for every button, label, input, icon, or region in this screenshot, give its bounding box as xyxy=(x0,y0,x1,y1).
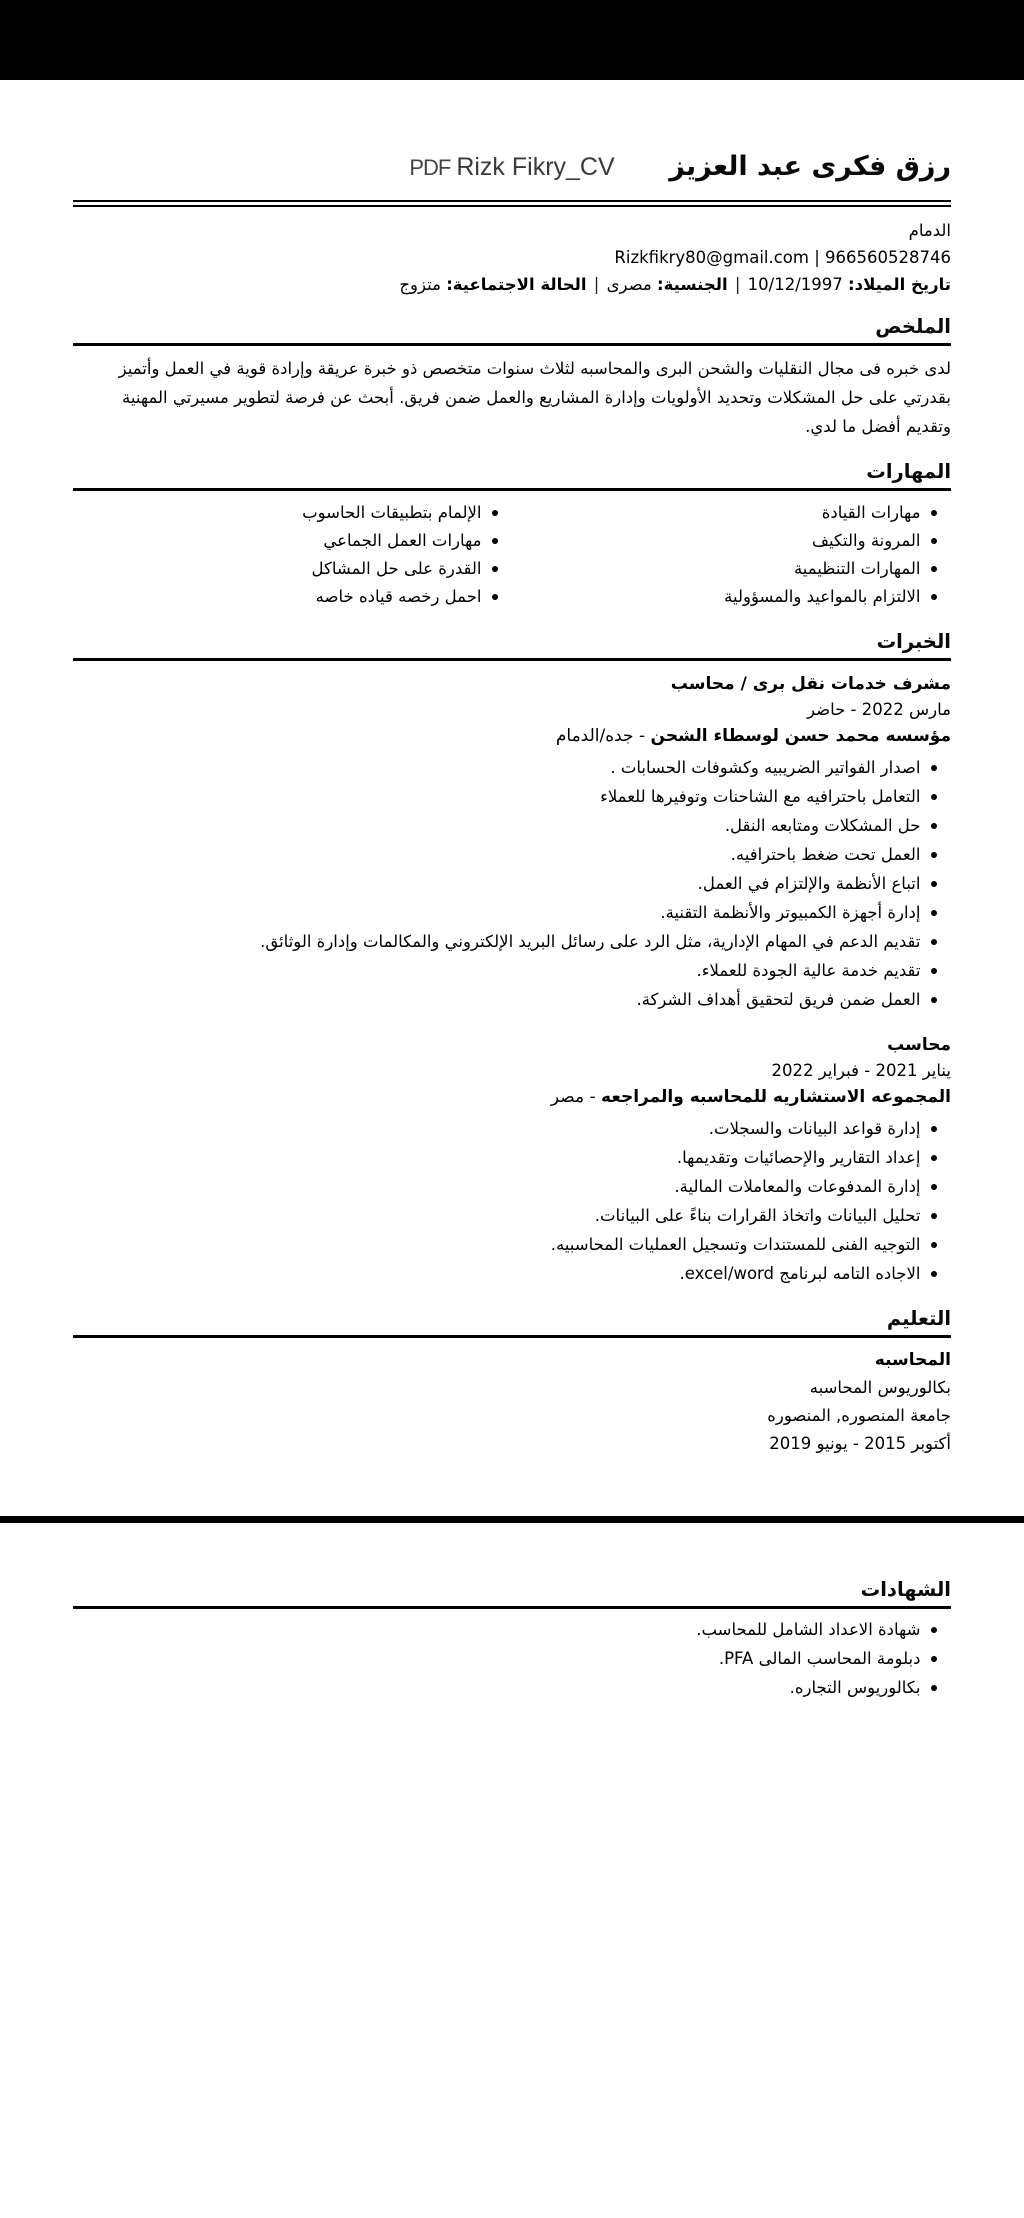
bullet-dot xyxy=(931,510,938,517)
certificate-text: بكالوريوس التجاره. xyxy=(789,1678,921,1697)
job-bullet-text: إعداد التقارير والإحصائيات وتقديمها. xyxy=(676,1148,921,1167)
job-bullet-item xyxy=(73,985,937,1014)
bullet-dot xyxy=(931,997,938,1004)
education-degree: بكالوريوس المحاسبه xyxy=(809,1378,951,1397)
bullet-dot xyxy=(492,566,499,573)
job-bullet-item xyxy=(73,1114,937,1143)
skill-item xyxy=(512,555,937,583)
bullet-dot xyxy=(931,538,938,545)
job-bullet-item xyxy=(73,753,937,782)
experience-title: الخبرات xyxy=(73,631,951,661)
job-company-line xyxy=(73,723,951,749)
job-company-line xyxy=(73,1084,951,1110)
section-summary xyxy=(73,316,951,441)
job-bullet-text: الاجاده التامه لبرنامج excel/word. xyxy=(679,1264,921,1283)
job-bullet-item xyxy=(73,869,937,898)
bullet-dot xyxy=(931,881,938,888)
bullet-dot xyxy=(492,510,499,517)
skill-item xyxy=(512,527,937,555)
education-field: المحاسبه xyxy=(874,1350,951,1370)
job-bullet-text: تحليل البيانات واتخاذ القرارات بناءً على البيانات. xyxy=(594,1206,921,1225)
bullet-dot xyxy=(931,1271,938,1278)
bullet-dot xyxy=(931,1213,938,1220)
skill-label: المرونة والتكيف xyxy=(811,531,921,550)
job-bullet-text: العمل ضمن فريق لتحقيق أهداف الشركة. xyxy=(636,990,921,1009)
job-bullets xyxy=(73,753,951,1014)
nationality-label: الجنسية: xyxy=(657,275,728,294)
section-certificates xyxy=(73,1579,951,1702)
job-bullet-item xyxy=(73,1230,937,1259)
skill-label: القدرة على حل المشاكل xyxy=(311,559,482,578)
job-bullet-text: العمل تحت ضغط باحترافيه. xyxy=(730,845,921,864)
skills-column-left xyxy=(73,499,512,611)
certificate-item xyxy=(73,1644,937,1673)
certificate-text: شهادة الاعداد الشامل للمحاسب. xyxy=(696,1620,921,1639)
certificate-item xyxy=(73,1615,937,1644)
job-bullet-text: حل المشكلات ومتابعه النقل. xyxy=(724,816,921,835)
cv-document xyxy=(0,80,1024,1458)
bullet-dot xyxy=(931,794,938,801)
dob-value: 10/12/1997 xyxy=(747,275,843,294)
skills-title: المهارات xyxy=(73,461,951,491)
company-location: - جده/الدمام xyxy=(555,726,646,746)
job-dates: يناير 2021 - فبراير 2022 xyxy=(771,1061,951,1080)
skill-label: مهارات العمل الجماعي xyxy=(323,531,482,550)
job-bullet-item xyxy=(73,811,937,840)
bullet-dot xyxy=(931,910,938,917)
job-bullets xyxy=(73,1114,951,1288)
bullet-dot xyxy=(931,566,938,573)
skills-columns xyxy=(73,499,951,611)
bullet-dot xyxy=(931,1627,938,1634)
skill-item xyxy=(73,583,498,611)
bullet-dot xyxy=(931,968,938,975)
job-bullet-text: إدارة قواعد البيانات والسجلات. xyxy=(708,1119,921,1138)
certificate-text: دبلومة المحاسب المالى PFA. xyxy=(718,1649,921,1668)
job-bullet-text: اصدار الفواتير الضريبيه وكشوفات الحسابات . xyxy=(610,758,921,777)
dob-label: تاريخ الميلاد: xyxy=(848,275,951,294)
section-skills xyxy=(73,461,951,611)
section-education xyxy=(73,1308,951,1458)
file-name: Rizk Fikry_CV xyxy=(456,153,615,181)
cv-document-page-2 xyxy=(0,1579,1024,1702)
bullet-dot xyxy=(931,852,938,859)
file-type-label: PDF xyxy=(409,155,451,180)
job-role: مشرف خدمات نقل برى / محاسب xyxy=(670,674,951,694)
job-bullet-text: تقديم خدمة عالية الجودة للعملاء. xyxy=(696,961,921,980)
job-bullet-text: إدارة المدفوعات والمعاملات المالية. xyxy=(674,1177,921,1196)
job-bullet-item xyxy=(73,1201,937,1230)
skill-item xyxy=(512,583,937,611)
education-title: التعليم xyxy=(73,1308,951,1338)
bullet-dot xyxy=(931,594,938,601)
skill-label: الإلمام بتطبيقات الحاسوب xyxy=(302,503,482,522)
bullet-dot xyxy=(931,1685,938,1692)
skill-item xyxy=(73,555,498,583)
company-name: مؤسسه محمد حسن لوسطاء الشحن xyxy=(650,726,951,746)
job-bullet-text: تقديم الدعم في المهام الإدارية، مثل الرد على رسائل البريد الإلكتروني والمكالمات وإدارة الوثائق. xyxy=(260,932,921,951)
summary-title: الملخص xyxy=(73,316,951,346)
job-dates: مارس 2022 - حاضر xyxy=(806,700,951,719)
bullet-dot xyxy=(931,823,938,830)
bullet-dot xyxy=(492,594,499,601)
education-dates: أكتوبر 2015 - يونيو 2019 xyxy=(769,1434,951,1453)
nationality-value: مصرى xyxy=(606,275,652,294)
job-bullet-item xyxy=(73,898,937,927)
job-entry xyxy=(73,671,951,1014)
job-role: محاسب xyxy=(887,1035,951,1055)
bullet-dot xyxy=(931,939,938,946)
contact-block xyxy=(73,217,951,298)
job-bullet-item xyxy=(73,1143,937,1172)
job-bullet-item xyxy=(73,927,937,956)
job-bullet-text: اتباع الأنظمة والإلتزام في العمل. xyxy=(697,874,921,893)
bullet-dot xyxy=(931,1184,938,1191)
certificates-list xyxy=(73,1615,951,1702)
company-location: - مصر xyxy=(550,1087,596,1107)
bullet-dot xyxy=(931,1242,938,1249)
job-bullet-text: التعامل باحترافيه مع الشاحنات وتوفيرها للعملاء xyxy=(600,787,921,806)
bullet-dot xyxy=(492,538,499,545)
section-experience xyxy=(73,631,951,1288)
skill-label: الالتزام بالمواعيد والمسؤولية xyxy=(724,587,921,606)
job-bullet-item xyxy=(73,782,937,811)
bullet-dot xyxy=(931,1656,938,1663)
certificate-item xyxy=(73,1673,937,1702)
city-line: الدمام xyxy=(908,221,951,240)
job-bullet-text: إدارة أجهزة الكمبيوتر والأنظمة التقنية. xyxy=(660,903,921,922)
company-name: المجموعه الاستشاريه للمحاسبه والمراجعه xyxy=(601,1087,951,1107)
skill-label: مهارات القيادة xyxy=(821,503,921,522)
page-separator-line xyxy=(0,1516,1024,1523)
education-entry xyxy=(73,1346,951,1458)
bullet-dot xyxy=(931,1126,938,1133)
separator: | xyxy=(734,275,741,294)
skill-item xyxy=(73,499,498,527)
candidate-name: رزق فكرى عبد العزيز xyxy=(669,151,951,182)
education-school: جامعة المنصوره, المنصوره xyxy=(767,1406,951,1425)
job-bullet-item xyxy=(73,1259,937,1288)
skill-label: احمل رخصه قياده خاصه xyxy=(315,587,482,606)
summary-text: لدى خبره فى مجال النقليات والشحن البرى والمحاسبه لثلاث سنوات متخصص ذو خبرة عريقة وإرادة قوية في العمل وأتميز بقدرتي على حل المشكلات وتحديد الأولويات وإدارة المشاريع والعمل ضمن فريق. أبحث عن فرصة لتطوير مسيرتي المهنية وتقديم أفضل ما لدي. xyxy=(118,359,951,436)
certificates-title: الشهادات xyxy=(73,1579,951,1609)
skill-item xyxy=(73,527,498,555)
job-bullet-text: التوجيه الفنى للمستندات وتسجيل العمليات المحاسبيه. xyxy=(550,1235,921,1254)
bullet-dot xyxy=(931,1155,938,1162)
marital-value: متزوج xyxy=(399,275,441,294)
skill-item xyxy=(512,499,937,527)
skill-label: المهارات التنظيمية xyxy=(793,559,921,578)
bullet-dot xyxy=(931,765,938,772)
job-bullet-item xyxy=(73,1172,937,1201)
file-title xyxy=(409,153,614,182)
marital-label: الحالة الاجتماعية: xyxy=(446,275,587,294)
separator: | xyxy=(593,275,600,294)
job-bullet-item xyxy=(73,840,937,869)
job-bullet-item xyxy=(73,956,937,985)
top-black-bar xyxy=(0,0,1024,80)
document-header xyxy=(73,80,951,207)
personal-meta-line xyxy=(73,271,951,298)
job-entry xyxy=(73,1032,951,1288)
email-phone-line: Rizkfikry80@gmail.com | 966560528746 xyxy=(614,248,951,267)
skills-column-right xyxy=(512,499,951,611)
